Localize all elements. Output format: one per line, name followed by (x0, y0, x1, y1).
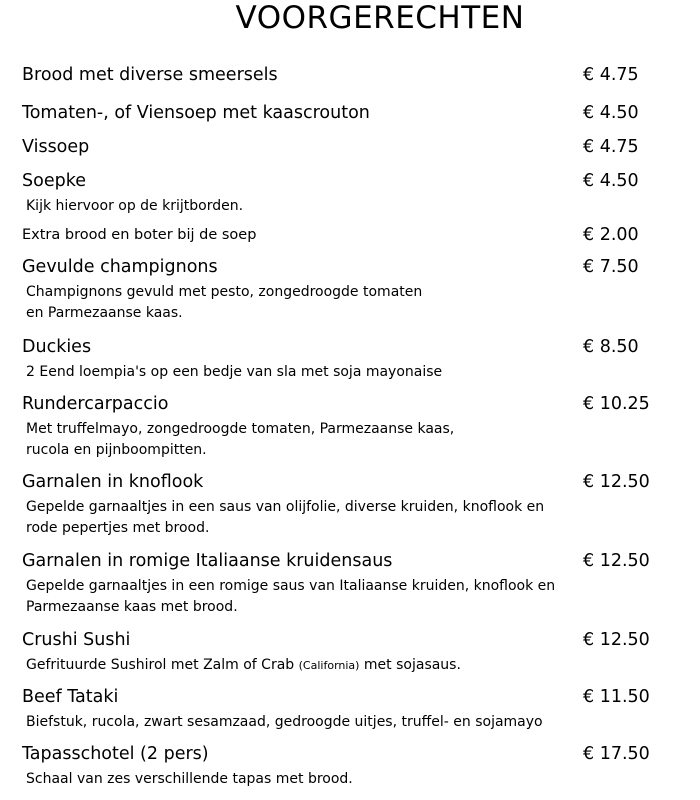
dish-name: Rundercarpaccio (22, 394, 169, 414)
description-line: Kijk hiervoor op de krijtborden. (26, 198, 244, 214)
dish-description (26, 497, 586, 539)
dish-name: Brood met diverse smeersels (22, 65, 278, 85)
description-line: Gepelde garnaaltjes in een romige saus van Italiaanse kruiden, knoflook en (26, 578, 556, 594)
dish-name: Garnalen in knoflook (22, 472, 204, 492)
dish-name: Beef Tataki (22, 687, 119, 707)
description-line: 2 Eend loempia's op een bedje van sla met soja mayonaise (26, 364, 443, 380)
dish-price: € 4.75 (583, 137, 639, 157)
dish-description (26, 282, 586, 324)
dish-price: € 2.00 (583, 225, 639, 245)
dish-price: € 4.50 (583, 103, 639, 123)
dish-description (26, 196, 586, 217)
dish-name: Extra brood en boter bij de soep (22, 227, 257, 243)
dish-name: Garnalen in romige Italiaanse kruidensaus (22, 551, 393, 571)
dish-name: Vissoep (22, 137, 90, 157)
description-line: Gepelde garnaaltjes in een saus van olijfolie, diverse kruiden, knoflook en (26, 499, 545, 515)
dish-name: Tapasschotel (2 pers) (22, 744, 209, 764)
dish-price: € 12.50 (583, 472, 650, 492)
menu-title: VOORGERECHTEN (235, 0, 525, 36)
description-line: Biefstuk, rucola, zwart sesamzaad, gedroogde uitjes, truffel- en sojamayo (26, 714, 543, 730)
dish-price: € 10.25 (583, 394, 650, 414)
description-text: Gefrituurde Sushirol met Zalm of Crab (26, 657, 299, 673)
dish-description (26, 419, 586, 461)
dish-name: Tomaten-, of Viensoep met kaascrouton (22, 103, 370, 123)
dish-price: € 17.50 (583, 744, 650, 764)
dish-price: € 12.50 (583, 551, 650, 571)
description-line: Schaal van zes verschillende tapas met brood. (26, 771, 353, 787)
description-text: met sojasaus. (359, 657, 461, 673)
description-line (26, 655, 586, 676)
dish-description (26, 712, 586, 733)
description-small-text: (California) (298, 659, 360, 672)
dish-description (26, 362, 586, 383)
dish-price: € 4.75 (583, 65, 639, 85)
dish-price: € 12.50 (583, 630, 650, 650)
dish-name: Crushi Sushi (22, 630, 131, 650)
dish-price: € 8.50 (583, 337, 639, 357)
dish-price: € 11.50 (583, 687, 650, 707)
description-line: Champignons gevuld met pesto, zongedroogde tomaten (26, 284, 423, 300)
description-line: rucola en pijnboompitten. (26, 442, 207, 458)
dish-name: Duckies (22, 337, 92, 357)
description-line: rode pepertjes met brood. (26, 520, 210, 536)
description-line: Parmezaanse kaas met brood. (26, 599, 238, 615)
dish-description (26, 655, 586, 676)
dish-price: € 4.50 (583, 171, 639, 191)
dish-description (26, 576, 586, 618)
dish-description (26, 769, 586, 790)
dish-name: Gevulde champignons (22, 257, 218, 277)
description-line: Met truffelmayo, zongedroogde tomaten, Parmezaanse kaas, (26, 421, 455, 437)
dish-price: € 7.50 (583, 257, 639, 277)
dish-name: Soepke (22, 171, 86, 191)
description-line: en Parmezaanse kaas. (26, 305, 183, 321)
